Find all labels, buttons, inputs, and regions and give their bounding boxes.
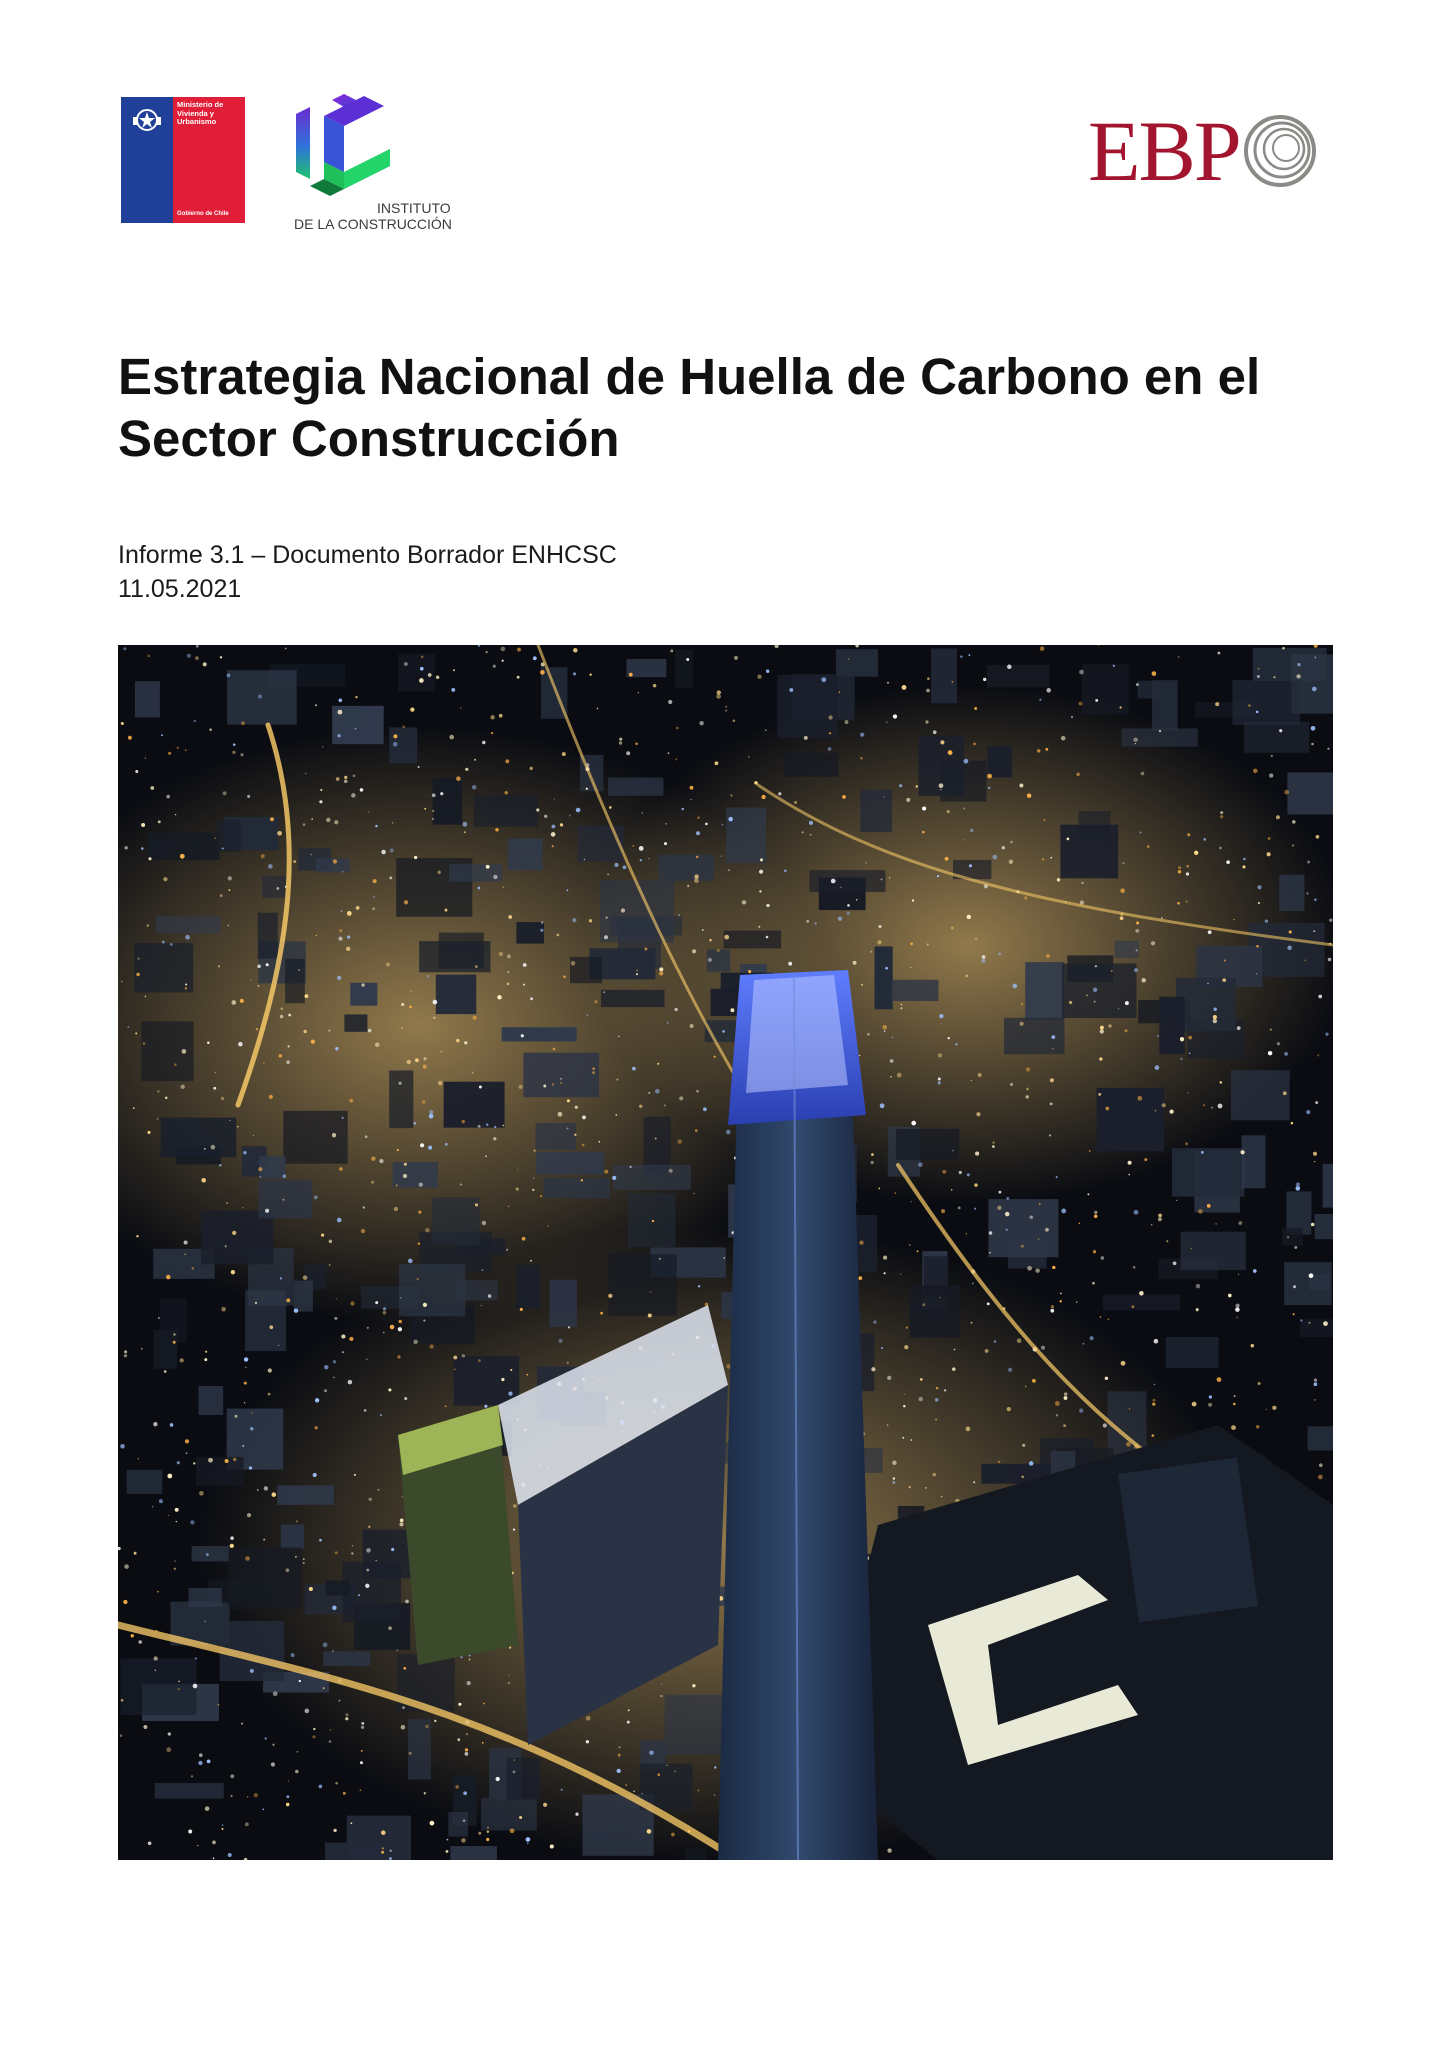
document-date: 11.05.2021 xyxy=(118,575,242,603)
minvu-logo-red-band xyxy=(173,97,245,223)
ic-name-line2: DE LA CONSTRUCCIÓN xyxy=(294,216,452,232)
minvu-logo-blue-band xyxy=(121,97,173,223)
ic-cube-logo-icon xyxy=(294,94,394,214)
minvu-footer: Gobierno de Chile xyxy=(177,211,229,217)
document-title: Estrategia Nacional de Huella de Carbono en el Sector Construcción xyxy=(118,348,1261,467)
ebp-swirl-icon xyxy=(1240,111,1320,191)
document-subtitle: Informe 3.1 – Documento Borrador ENHCSC xyxy=(118,541,617,569)
ic-name-line1: INSTITUTO xyxy=(377,200,451,216)
ebp-wordmark: EBP xyxy=(1088,103,1240,199)
chile-coat-of-arms-icon xyxy=(130,103,164,137)
cover-photo xyxy=(118,645,1333,1860)
minvu-name: Ministerio de Vivienda y Urbanismo xyxy=(177,100,224,126)
night-city-illustration xyxy=(118,645,1333,1860)
instituto-construccion-logo xyxy=(294,94,454,234)
minvu-logo xyxy=(121,97,245,223)
ebp-logo xyxy=(1088,103,1340,199)
